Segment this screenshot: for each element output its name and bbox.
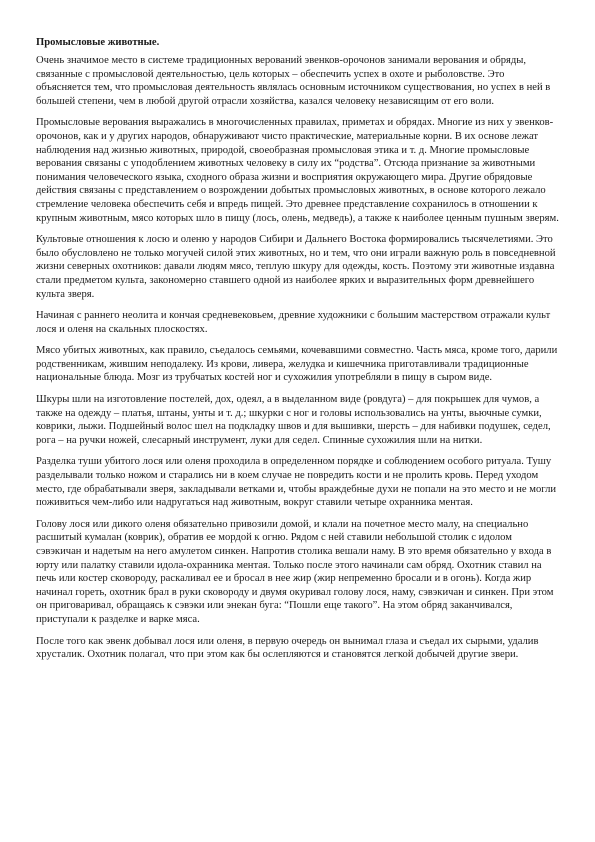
paragraph-meat-use: Мясо убитых животных, как правило, съедалось семьями, кочевавшими совместно. Часть мяса, кроме того, дарили родственникам, жившим неподалеку. Из крови, ливера, желудка и кишечника приготавливали традиционные национальные блюда. Мозг из трубчатых костей ног и сухожилия употребляли в пищу в сыром виде. xyxy=(36,345,558,384)
paragraph-carcass-butchering: Разделка туши убитого лося или оленя проходила в определенном порядке и соблюдением особого ритуала. Тушу разделывали только ножом и старались ни в коем случае не повредить кости и не пролить кровь. Перед уходом место, где обрабатывали зверя, закладывали ветками и, чтобы враждебные духи не попали на это место и не могли поживиться чем-либо или надругаться над животным, вокруг ставили четыре охранника ментая. xyxy=(36,456,557,509)
paragraph-eyes-custom: После того как эвенк добывал лося или оленя, в первую очередь он вынимал глаза и съедал их сырыми, удалив хрусталик. Охотник полагал, что при этом как бы ослепляются и становятся легкой добычей другие звери. xyxy=(36,635,539,661)
document-title: Промысловые животные. xyxy=(36,37,160,48)
paragraph-hunting-beliefs-intro: Очень значимое место в системе традиционных верований эвенков-орочонов занимали верования и обряды, связанные с промысловой деятельностью, цель которых – обеспечить успех в охоте и рыболовстве. Это объясняется тем, что промысловая деятельность являлась основным источником существования, но успех в ней в большей степени, чем в любой другой отрасли хозяйства, казался человеку независящим от его воли. xyxy=(36,55,551,107)
paragraph-head-ritual: Голову лося или дикого оленя обязательно привозили домой, и клали на почетное место малу, на специально расшитый кумалан (коврик), обратив ее мордой к огню. Рядом с ней ставили небольшой столик с идолом сэвэкичан и надетым на него амулетом синкен. Напротив столика вешали наму. В это время обязательно у входа в юрту или палатку ставили идола-охранника ментая. Только после этого начинали сам обряд. Охотник ставил на печь или костер сковороду, раскаливал ее и бросал в нее жир (жир непременно бросали и в огонь). Когда жир начинал гореть, охотник брал в руки сковороду и двумя окуривал голову лося, наму, сэвэкичан и синкен. При этом он приговаривал, обращаясь к сэвэки или энекан буга: “Пошли еще такого”. На этом обряд заканчивался, приступали к разделке и варке мяса. xyxy=(36,518,554,625)
paragraph-hunting-beliefs-rules: Промысловые верования выражались в многочисленных правилах, приметах и обрядах. Многие из них у эвенков-орочонов, как и у других народов, обнаруживают чисто практические, материальные корни. В их основе лежат наблюдения над жизнью животных, природой, своеобразная промысловая этика и т. д. Многие промысловые верования связаны с уподоблением животных человеку в силу их “родства”. Отсюда признание за животными понимания человеческого языка, сходного образа жизни и восприятия окружающего мира. Другие обрядовые действия связаны с представлением о возрождении добытых промысловых животных, в основе которого лежало стремление человека обеспечить себя и впредь пищей. Это древнее представление сохранилось в отношении к крупным животным, мясо которых шло в пищу (лось, олень, медведь), а также к наиболее ценным пушным зверям. xyxy=(36,117,559,224)
paragraph-moose-deer-cult: Культовые отношения к лосю и оленю у народов Сибири и Дальнего Востока формировались тысячелетиями. Это было обусловлено не только могучей силой этих животных, но и тем, что они играли важную роль в повседневной жизни северных охотников: давали людям мясо, теплую шкуру для одежды, кость. Поэтому эти животные издавна стали предметом культа, закономерно ставшего одной из наиболее ярких и выразительных форм древнейшего культа зверя. xyxy=(36,234,556,300)
document-page xyxy=(36,36,560,670)
paragraph-rock-art: Начиная с раннего неолита и кончая средневековьем, древние художники с большим мастерством отражали культ лося и оленя на скальных плоскостях. xyxy=(36,310,551,335)
paragraph-hides-use: Шкуры шли на изготовление постелей, дох, одеял, а в выделанном виде (ровдуга) – для покрышек для чумов, а также на одежду – платья, штаны, унты и т. д.; шкурки с ног и головы использовались на унты, вьючные сумки, коврики, лыжи. Подшейный волос шел на подкладку швов и для вышивки, шерсть – для набивки подушек, седел, рога – на ручки ножей, слесарный инструмент, луки для седел. Спинные сухожилия шли на нитки. xyxy=(36,394,551,446)
